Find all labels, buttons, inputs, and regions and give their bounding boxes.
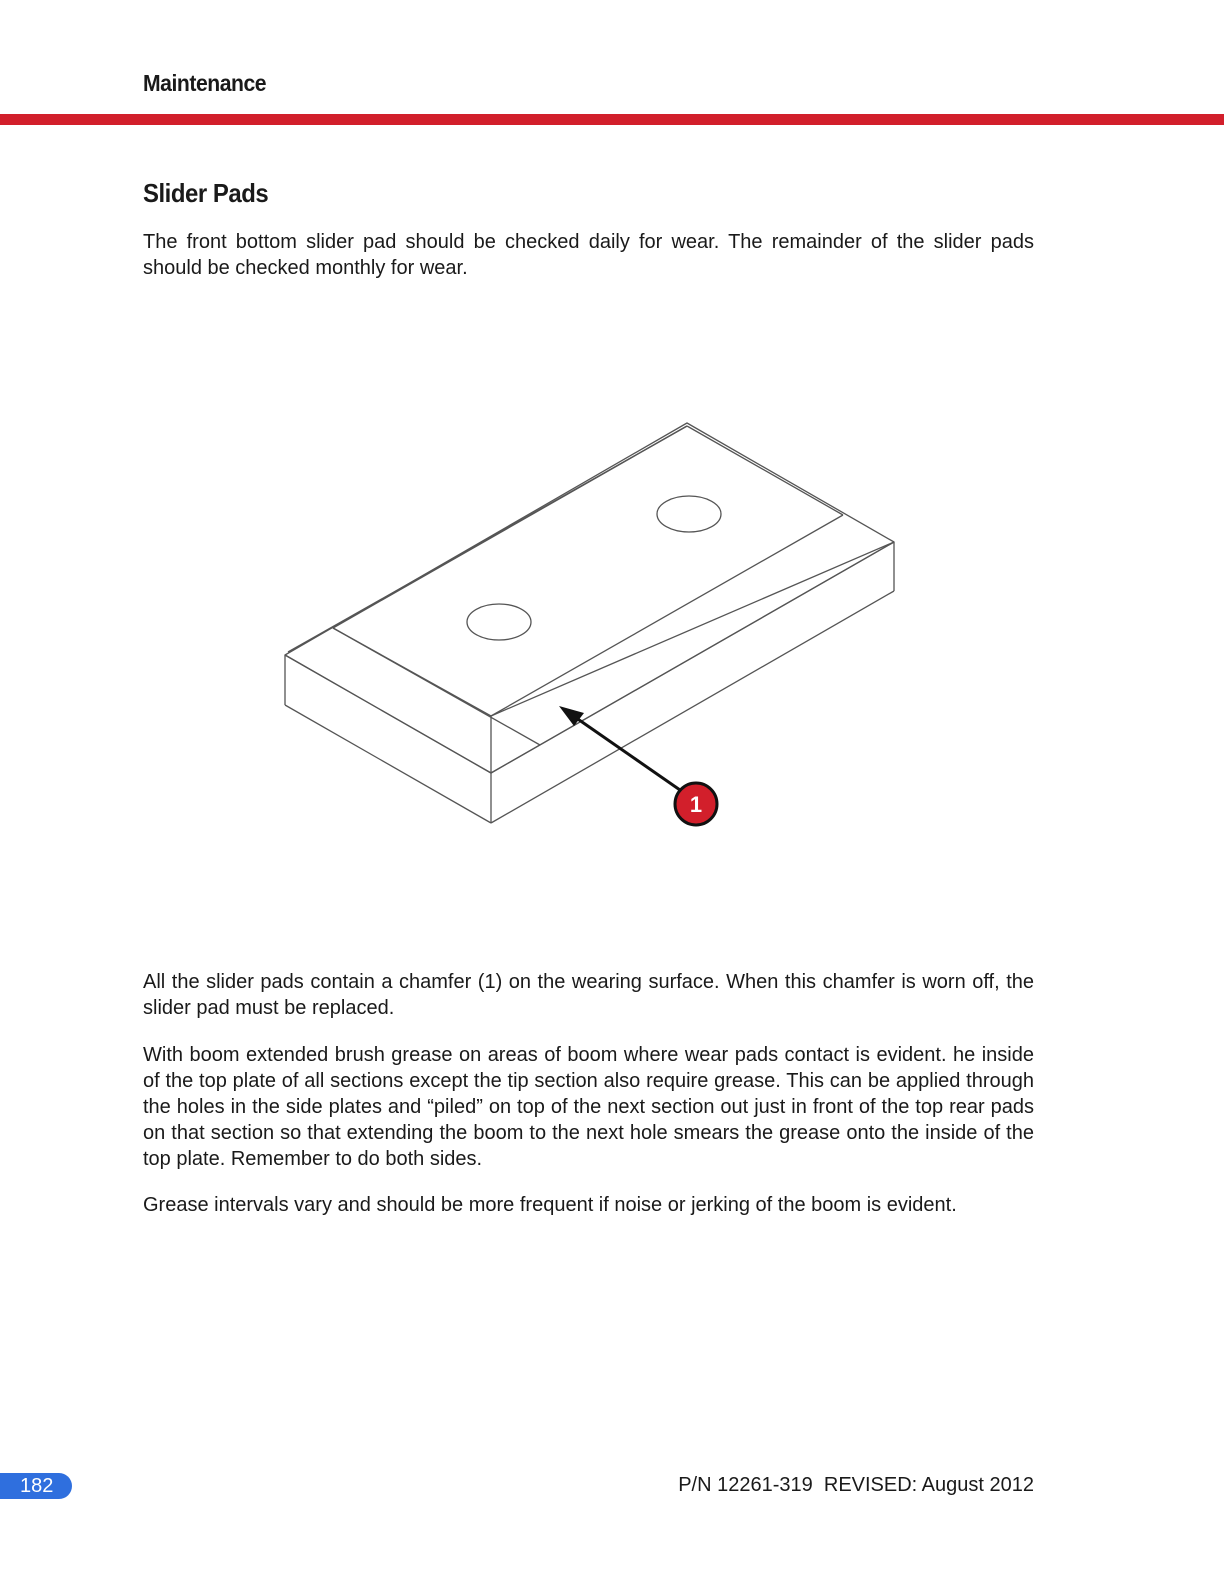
callout-label: 1 — [689, 792, 703, 817]
chamfer-line-edge — [491, 515, 843, 716]
top-front-left — [333, 628, 491, 716]
footer-part-number: P/N 12261-319 REVISED: August 2012 — [678, 1474, 1034, 1496]
section-header: Maintenance — [143, 70, 267, 96]
chamfer-paragraph: All the slider pads contain a chamfer (1) on the wearing surface. When this chamfer is worn off, the slider pad must be replaced. — [143, 971, 1034, 1019]
grease-interval-paragraph: Grease intervals vary and should be more frequent if noise or jerking of the boom is evident. — [143, 1194, 957, 1216]
bolt-hole-2 — [657, 496, 721, 532]
bottom-left — [285, 705, 491, 823]
slider-pad-figure — [270, 410, 910, 840]
pad-top-face — [285, 423, 894, 773]
page-number-tab: 182 — [0, 1473, 72, 1499]
bolt-hole-1 — [467, 604, 531, 640]
slider-pad-drawing — [270, 410, 910, 840]
split-right — [491, 542, 894, 773]
top-front-right — [491, 542, 894, 716]
split-left — [285, 655, 491, 773]
intro-paragraph: The front bottom slider pad should be checked daily for wear. The remainder of the slider pads should be checked monthly for wear. — [143, 231, 1034, 279]
grease-paragraph: With boom extended brush grease on areas of boom where wear pads contact is evident. he inside of the top plate of all sections except the tip section also require grease. This can be applied through the holes in the side plates and “piled” on top of the next section out just in front of the top rear pads on that section so that extending the boom to the next hole smears the grease onto the inside of the top plate. Remember to do both sides. — [143, 1044, 1034, 1170]
callout-arrow — [572, 715, 680, 790]
chamfer-line-far — [687, 426, 843, 515]
top-edge-double — [288, 426, 687, 652]
header-rule — [0, 114, 1224, 125]
page-title: Slider Pads — [143, 178, 269, 208]
callout-arrowhead — [559, 706, 584, 726]
